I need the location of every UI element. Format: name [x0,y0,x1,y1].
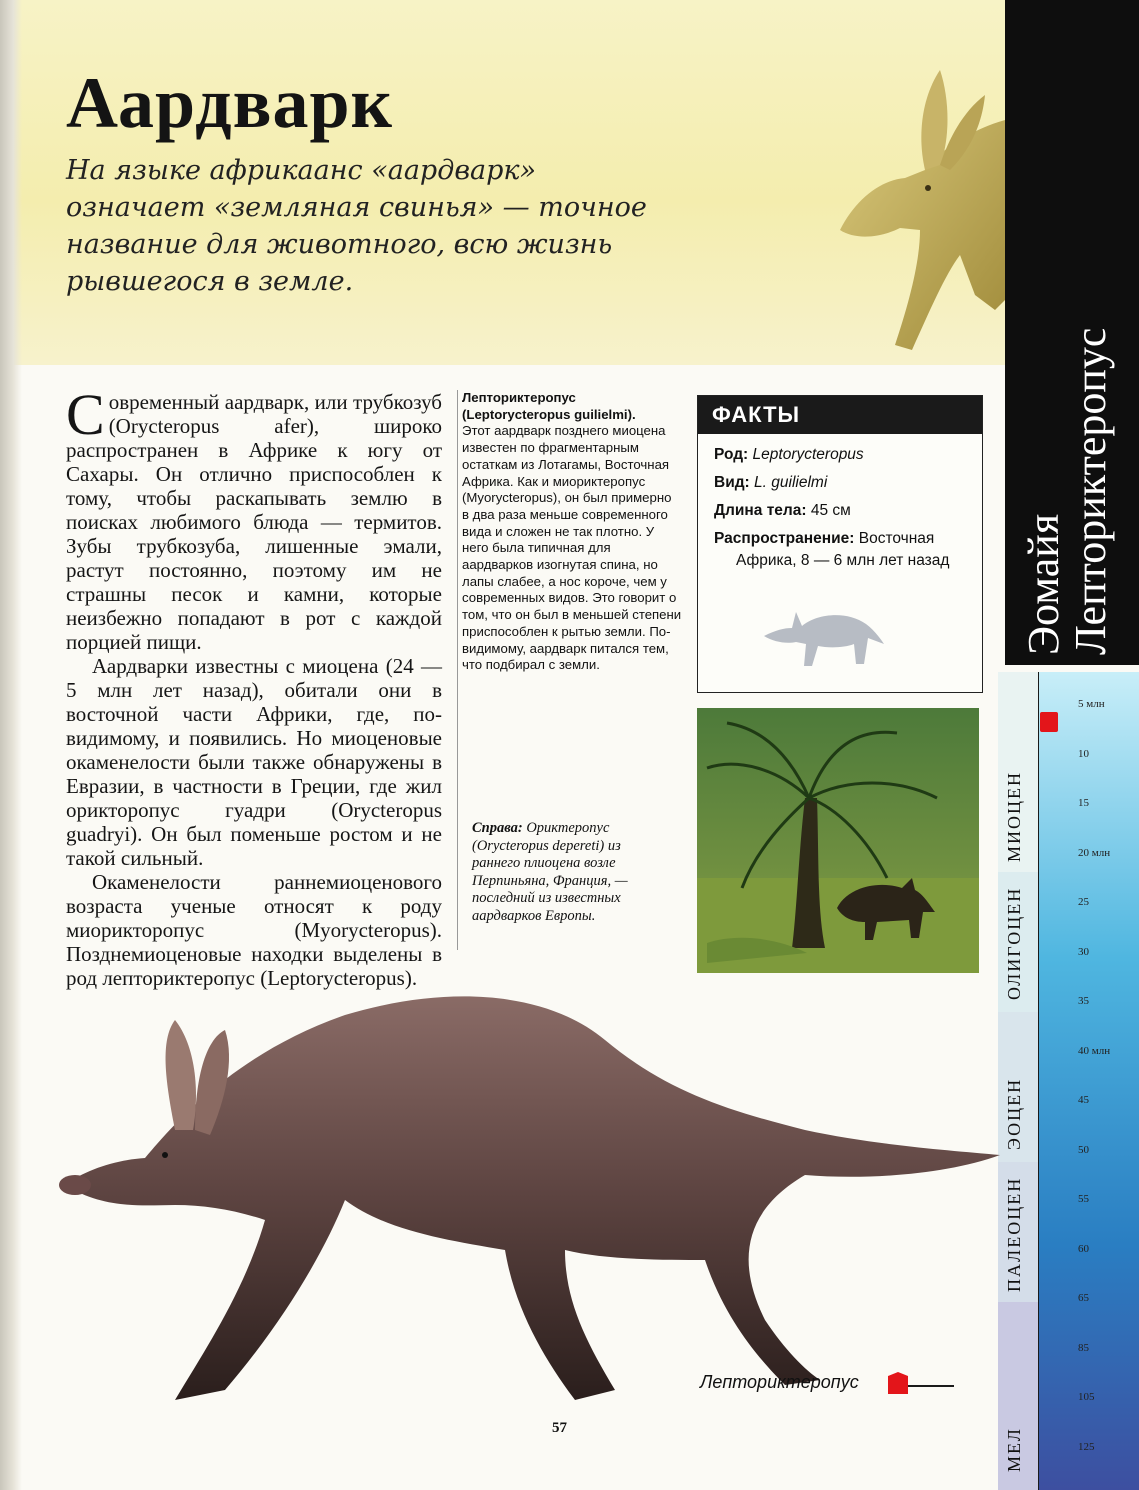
timeline-era-4: ПАЛЕОЦЕН [1004,1176,1024,1292]
header-aardvark-illustration [800,60,1005,360]
facts-header: ФАКТЫ [698,396,982,434]
era-line-1: Эомайя [1019,513,1068,655]
timeline-tick-6: 30 [1078,945,1089,958]
scene-caption [472,820,672,925]
caption-title: Лепториктеропус (Leptorycteropus guilielmi). [462,390,636,422]
timeline-era-5: МЕЛ [1004,1427,1024,1472]
page-number: 57 [552,1420,567,1436]
timeline-tick-14: 85 [1078,1341,1089,1354]
article-paragraph-1-text: овременный аардварк, или трубкозуб (Orycteropus afer), широко распространен в Африке к югу от Сахары. Он отлично приспособлен к тому, чтобы раскапывать землю в поисках любимого блюда — термитов. Зубы трубкозуба, лишенные эмали, растут постоянно, поэтому им не страшны песок и камни, которые неизбежно попадают в рот с каждой порцией пищи. [66,390,442,654]
article-paragraph-3: Окаменелости раннемиоценового возраста ученые относят к роду миорикторопус (Myorycteropus). Позднемиоценовые находки выделены в род лепториктеропус (Leptorycteropus). [66,870,442,990]
timeline-tick-10: 50 [1078,1143,1089,1156]
fact-range [714,528,970,572]
fact-species [714,472,970,494]
era-bar-text [1020,328,1114,655]
timeline-tick-5: 25 [1078,896,1089,908]
timeline-scale [1038,672,1139,1490]
timeline-tick-12: 60 [1078,1242,1089,1255]
timeline-tick-13: 65 [1078,1292,1089,1304]
timeline-tick-3: 15 [1078,797,1089,809]
timeline-tick-2: 10 [1078,747,1089,760]
fact-species-value: L. guilielmi [754,474,828,491]
timeline-tick-4: 20 млн [1078,846,1111,859]
main-article-text [66,382,442,990]
scene-caption-label: Справа: [472,820,523,836]
leptorycteropus-time-marker [1040,712,1058,732]
fact-genus-value: Leptorycteropus [752,446,864,463]
fact-range-value-2: Африка, 8 — 6 млн лет назад [736,552,950,569]
timeline-tick-9: 45 [1078,1094,1089,1106]
leptorycteropus-caption [462,390,682,674]
leptorycteropus-illustration [45,960,1005,1440]
fact-genus-label: Род: [714,446,749,463]
fact-range-label: Распространение: [714,530,855,547]
era-line-2: Лепториктеропус [1066,327,1115,655]
fact-length-label: Длина тела: [714,502,807,519]
timeline-tick-1: 5 млн [1078,698,1105,710]
scene-caption-text: Ориктеропус (Orycteropus depereti) из раннего плиоцена возле Перпиньяна, Франция, — последний из известных аардварков Европы. [472,820,628,924]
fact-species-label: Вид: [714,474,750,491]
dropcap: С [66,382,105,447]
fossil-scene-illustration [697,708,979,973]
illustration-marker-icon [884,1372,954,1396]
timeline-tick-16: 125 [1078,1440,1095,1453]
illustration-label: Лепториктеропус [700,1372,859,1392]
timeline-tick-11: 55 [1078,1193,1089,1205]
article-paragraph-2: Аардварки известны с миоцена (24 — 5 млн лет назад), обитали они в восточной части Африки, где, по-видимому, и появились. Но миоценовые окаменелости были также обнаружены в Евразии, в частности в Греции, где жил орикторопус гуадри (Orycteropus guadryi). Он был поменьше ростом и не такой сильный. [66,654,442,870]
aardvark-silhouette-icon [756,594,886,674]
column-divider [457,390,458,950]
page-title: Аардварк [66,63,393,143]
geologic-timeline [998,672,1139,1490]
timeline-tick-8: 40 млн [1078,1044,1111,1057]
timeline-era-2: ОЛИГОЦЕН [1004,886,1024,1000]
timeline-tick-7: 35 [1078,995,1089,1007]
facts-box [697,395,983,693]
page-subtitle: На языке африкаанс «аардварк» означает «земляная свинья» — точное название для животного, всю жизнь рывшегося в земле. [66,155,647,297]
timeline-era-1: МИОЦЕН [1004,771,1024,862]
fact-length [714,500,970,522]
article-paragraph-1 [66,382,442,654]
timeline-tick-15: 105 [1078,1391,1095,1403]
facts-list [698,434,982,572]
caption-body: Этот аардварк позднего миоцена известен по фрагментарным остаткам из Лотагамы, Восточная Африка. Как и миориктеропус (Myorycteropus), он был примерно в два раза меньше современного вида и сложен не так плотно. У него была типичная для аардварков изогнутая спина, но лапы слабее, а нос короче, чем у современных видов. Это говорит о том, что он был в меньшей степени приспособлен к рытью земли. По-видимому, аардварк питался тем, что подбирал с земли. [462,423,682,673]
timeline-era-3: ЭОЦЕН [1004,1077,1024,1150]
fact-range-value-1: Восточная [858,530,935,547]
fact-length-value: 45 см [810,502,851,519]
fact-genus [714,444,970,466]
spine-shadow [0,0,22,1490]
